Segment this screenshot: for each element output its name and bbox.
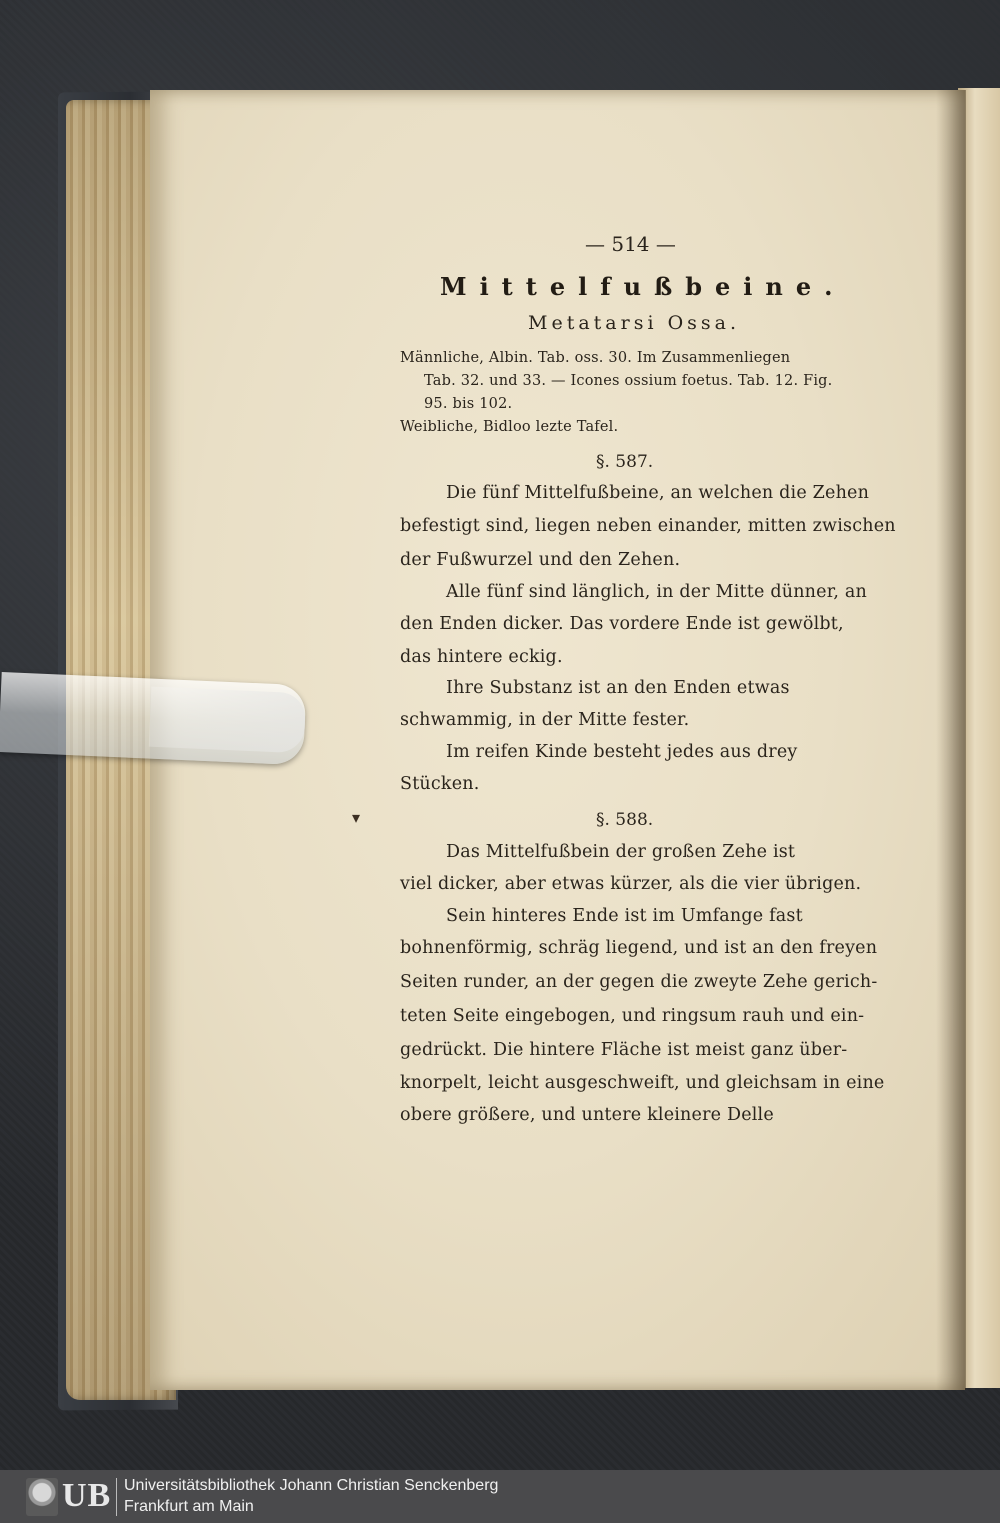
page-gutter-shadow <box>936 90 966 1390</box>
text-line: viel dicker, aber etwas kürzer, als die vier übrigen. <box>400 874 862 894</box>
text-line: Im reifen Kinde besteht jedes aus drey <box>446 742 798 762</box>
reference-line: Männliche, Albin. Tab. oss. 30. Im Zusammenliegen <box>400 350 791 366</box>
text-line: Das Mittelfußbein der großen Zehe ist <box>446 842 796 862</box>
text-line: Ihre Substanz ist an den Enden etwas <box>446 678 790 698</box>
page-number: — 514 — <box>585 232 676 256</box>
text-line: der Fußwurzel und den Zehen. <box>400 550 681 570</box>
reference-line: 95. bis 102. <box>424 396 513 412</box>
text-line: schwammig, in der Mitte fester. <box>400 710 690 730</box>
library-logo: UB <box>62 1477 112 1514</box>
text-line: teten Seite eingebogen, und ringsum rauh und ein- <box>400 1006 865 1026</box>
text-line: knorpelt, leicht ausgeschweift, und gleichsam in eine <box>400 1073 885 1093</box>
chapter-heading: Mittelfußbeine. <box>440 272 846 301</box>
reference-line: Weibliche, Bidloo lezte Tafel. <box>400 419 619 435</box>
library-name: Universitätsbibliothek Johann Christian Senckenberg <box>124 1477 499 1494</box>
text-line: Die fünf Mittelfußbeine, an welchen die Zehen <box>446 483 870 503</box>
text-line: Alle fünf sind länglich, in der Mitte dünner, an <box>446 582 867 602</box>
chapter-subheading: Metatarsi Ossa. <box>528 312 741 334</box>
text-line: obere größere, und untere kleinere Delle <box>400 1105 774 1125</box>
text-line: Sein hinteres Ende ist im Umfange fast <box>446 906 803 926</box>
reference-line: Tab. 32. und 33. — Icones ossium foetus. Tab. 12. Fig. <box>424 373 833 389</box>
ink-mark: ▾ <box>352 808 361 827</box>
text-line: Seiten runder, an der gegen die zweyte Zehe gerich- <box>400 972 878 992</box>
text-line: Stücken. <box>400 774 480 794</box>
section-number: §. 588. <box>596 810 654 830</box>
text-line: bohnenförmig, schräg liegend, und ist an den freyen <box>400 938 878 958</box>
logo-divider <box>116 1478 117 1516</box>
text-line: den Enden dicker. Das vordere Ende ist gewölbt, <box>400 614 844 634</box>
library-location: Frankfurt am Main <box>124 1498 254 1515</box>
text-line: gedrückt. Die hintere Fläche ist meist ganz über- <box>400 1040 848 1060</box>
library-portrait-icon <box>26 1478 58 1516</box>
text-line: das hintere eckig. <box>400 647 563 667</box>
text-line: befestigt sind, liegen neben einander, mitten zwischen <box>400 516 896 536</box>
glass-page-holder-tip <box>149 687 306 754</box>
section-number: §. 587. <box>596 452 654 472</box>
